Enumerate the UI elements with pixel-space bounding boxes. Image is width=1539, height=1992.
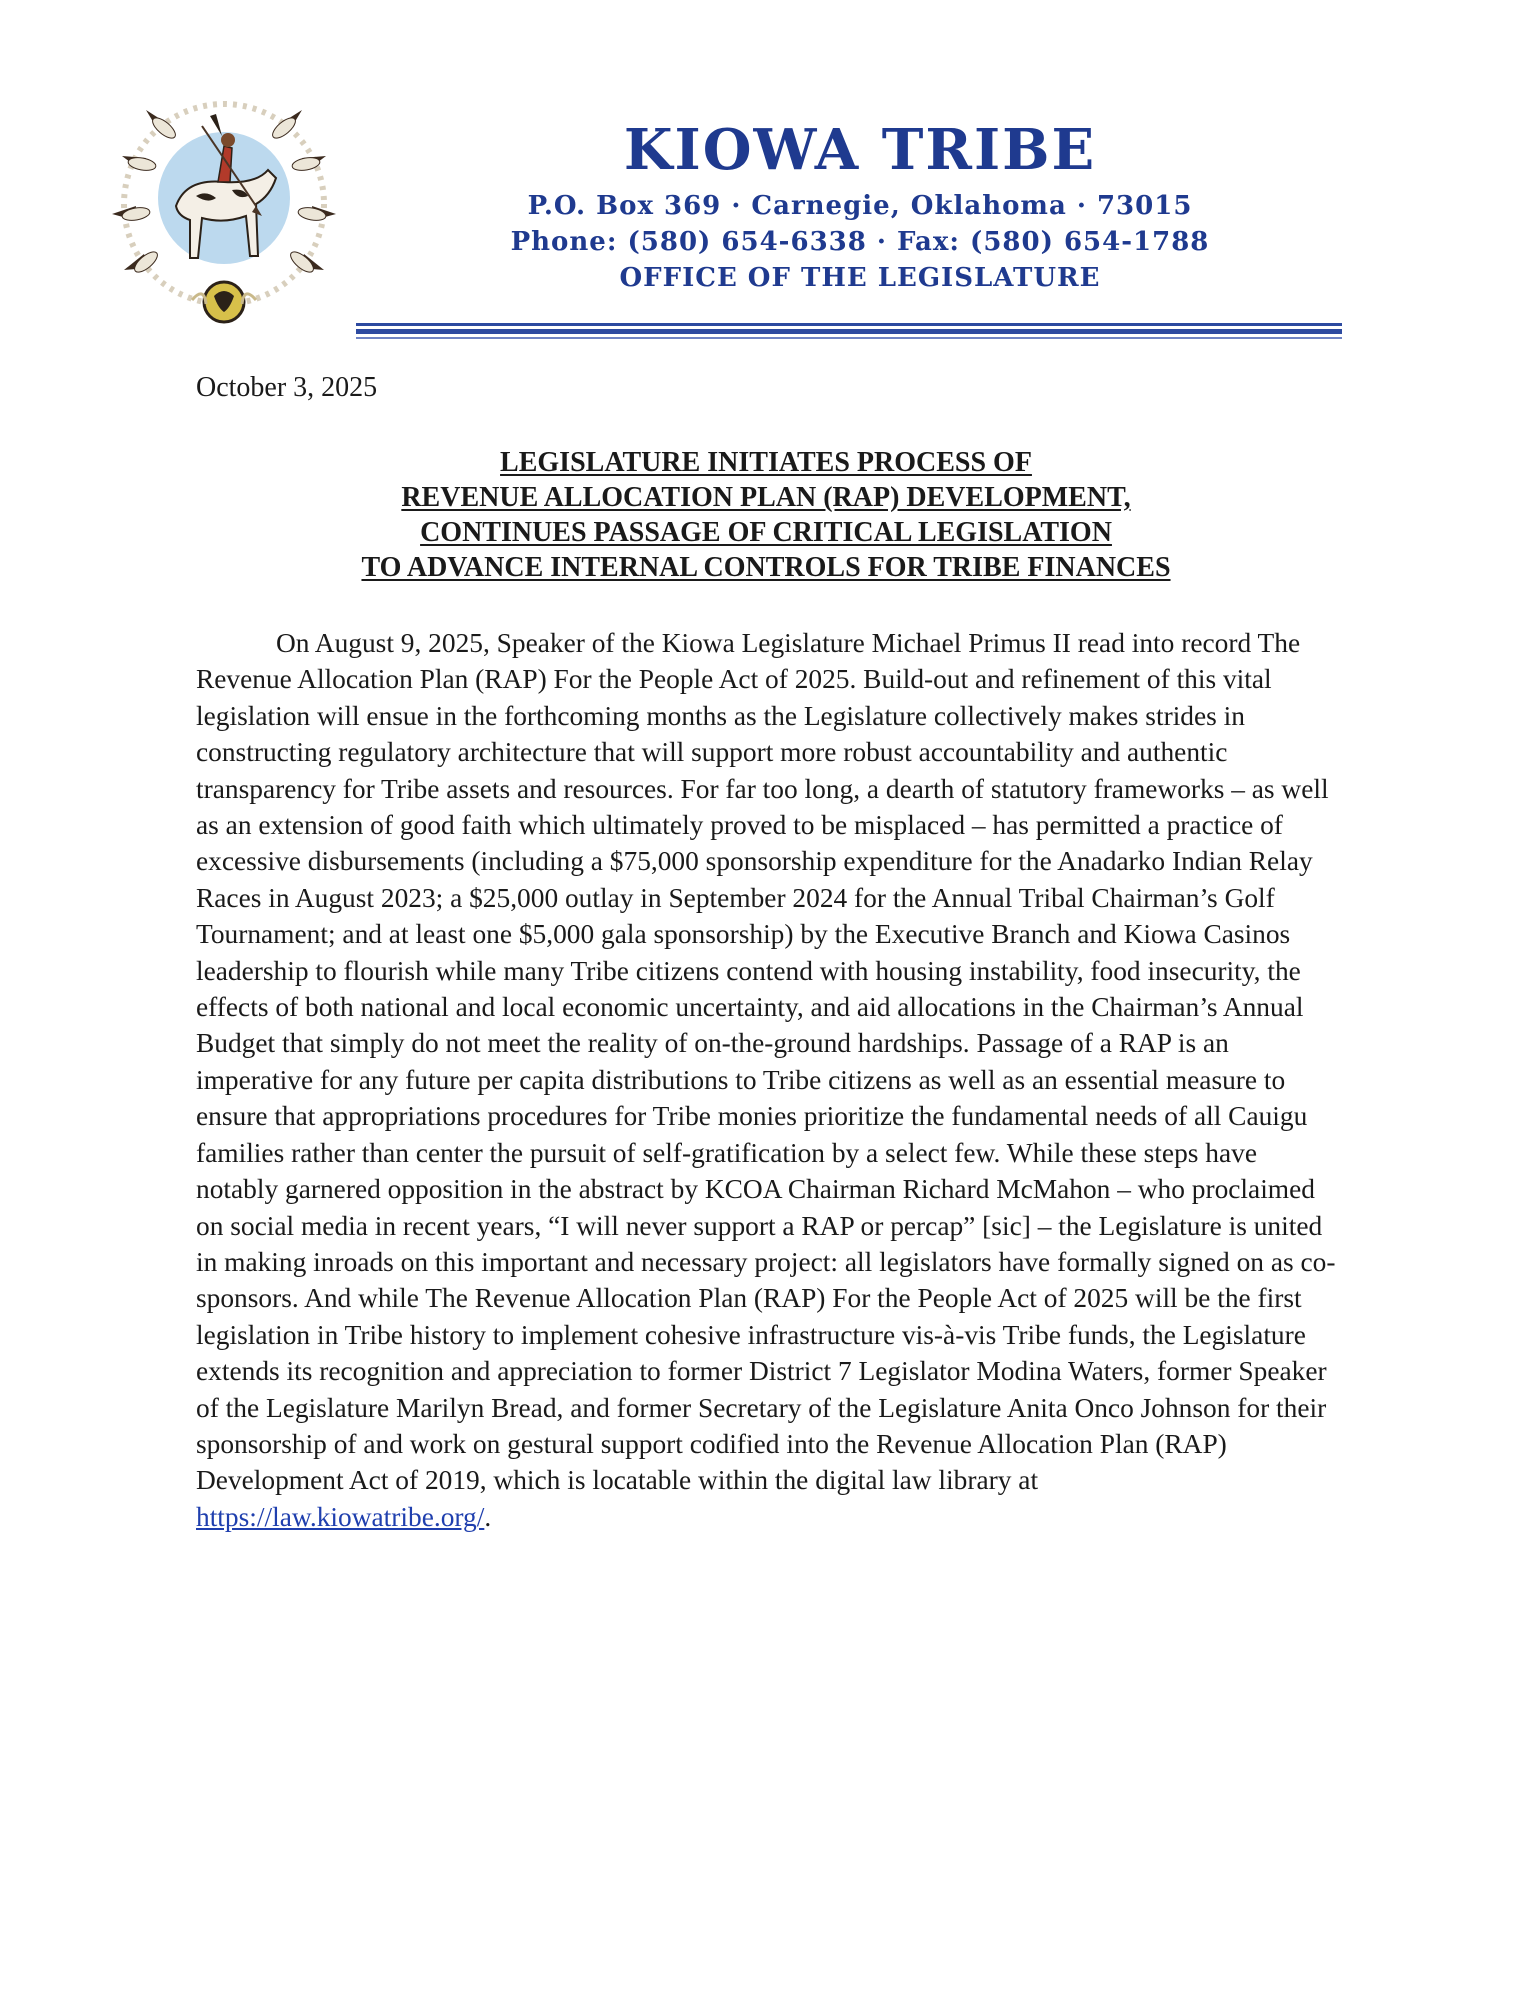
phone-fax-line: Phone: (580) 654-6338 · Fax: (580) 654-1788	[510, 227, 1210, 257]
office-line: OFFICE OF THE LEGISLATURE	[619, 263, 1101, 293]
body-paragraph	[196, 625, 1336, 1535]
headline-line-4: TO ADVANCE INTERNAL CONTROLS FOR TRIBE FINANCES	[361, 552, 1171, 583]
document-date: October 3, 2025	[196, 372, 378, 403]
letterhead	[360, 118, 1360, 296]
bottom-emblem	[192, 282, 256, 322]
kiowa-tribe-seal-icon	[106, 86, 342, 334]
press-release-headline	[196, 445, 1336, 585]
organization-name: KIOWA TRIBE	[623, 117, 1097, 183]
headline-line-1: LEGISLATURE INITIATES PROCESS OF	[500, 447, 1032, 478]
headline-line-3: CONTINUES PASSAGE OF CRITICAL LEGISLATION	[420, 517, 1112, 548]
address-line: P.O. Box 369 · Carnegie, Oklahoma · 73015	[527, 191, 1193, 221]
letterhead-divider	[356, 323, 1342, 339]
headline-line-2: REVENUE ALLOCATION PLAN (RAP) DEVELOPMENT,	[401, 482, 1131, 513]
body-trailing-period: .	[484, 1501, 492, 1532]
body-text: On August 9, 2025, Speaker of the Kiowa Legislature Michael Primus II read into record The Revenue Allocation Plan (RAP) For the People Act of 2025. Build-out and refinement of this vital legislation will ensue in the forthcoming months as the Legislature collectively makes strides in constructing regulatory architecture that will support more robust accountability and authentic transparency for Tribe assets and resources. For far too long, a dearth of statutory frameworks – as well as an extension of good faith which ultimately proved to be misplaced – has permitted a practice of excessive disbursements (including a $75,000 sponsorship expenditure for the Anadarko Indian Relay Races in August 2023; a $25,000 outlay in September 2024 for the Annual Tribal Chairman’s Golf Tournament; and at least one $5,000 gala sponsorship) by the Executive Branch and Kiowa Casinos leadership to flourish while many Tribe citizens contend with housing instability, food insecurity, the effects of both national and local economic uncertainty, and aid allocations in the Chairman’s Annual Budget that simply do not meet the reality of on-the-ground hardships. Passage of a RAP is an imperative for any future per capita distributions to Tribe citizens as well as an essential measure to ensure that appropriations procedures for Tribe monies prioritize the fundamental needs of all Cauigu families rather than center the pursuit of self-gratification by a select few. While these steps have notably garnered opposition in the abstract by KCOA Chairman Richard McMahon – who proclaimed on social media in recent years, “I will never support a RAP or percap” [sic] – the Legislature is united in making inroads on this important and necessary project: all legislators have formally signed on as co-sponsors. And while The Revenue Allocation Plan (RAP) For the People Act of 2025 will be the first legislation in Tribe history to implement cohesive infrastructure vis-à-vis Tribe funds, the Legislature extends its recognition and appreciation to former District 7 Legislator Modina Waters, former Speaker of the Legislature Marilyn Bread, and former Secretary of the Legislature Anita Onco Johnson for their sponsorship of and work on gestural support codified into the Revenue Allocation Plan (RAP) Development Act of 2019, which is locatable within the digital law library at	[196, 628, 1336, 1496]
law-library-link[interactable]: https://law.kiowatribe.org/	[196, 1501, 485, 1532]
